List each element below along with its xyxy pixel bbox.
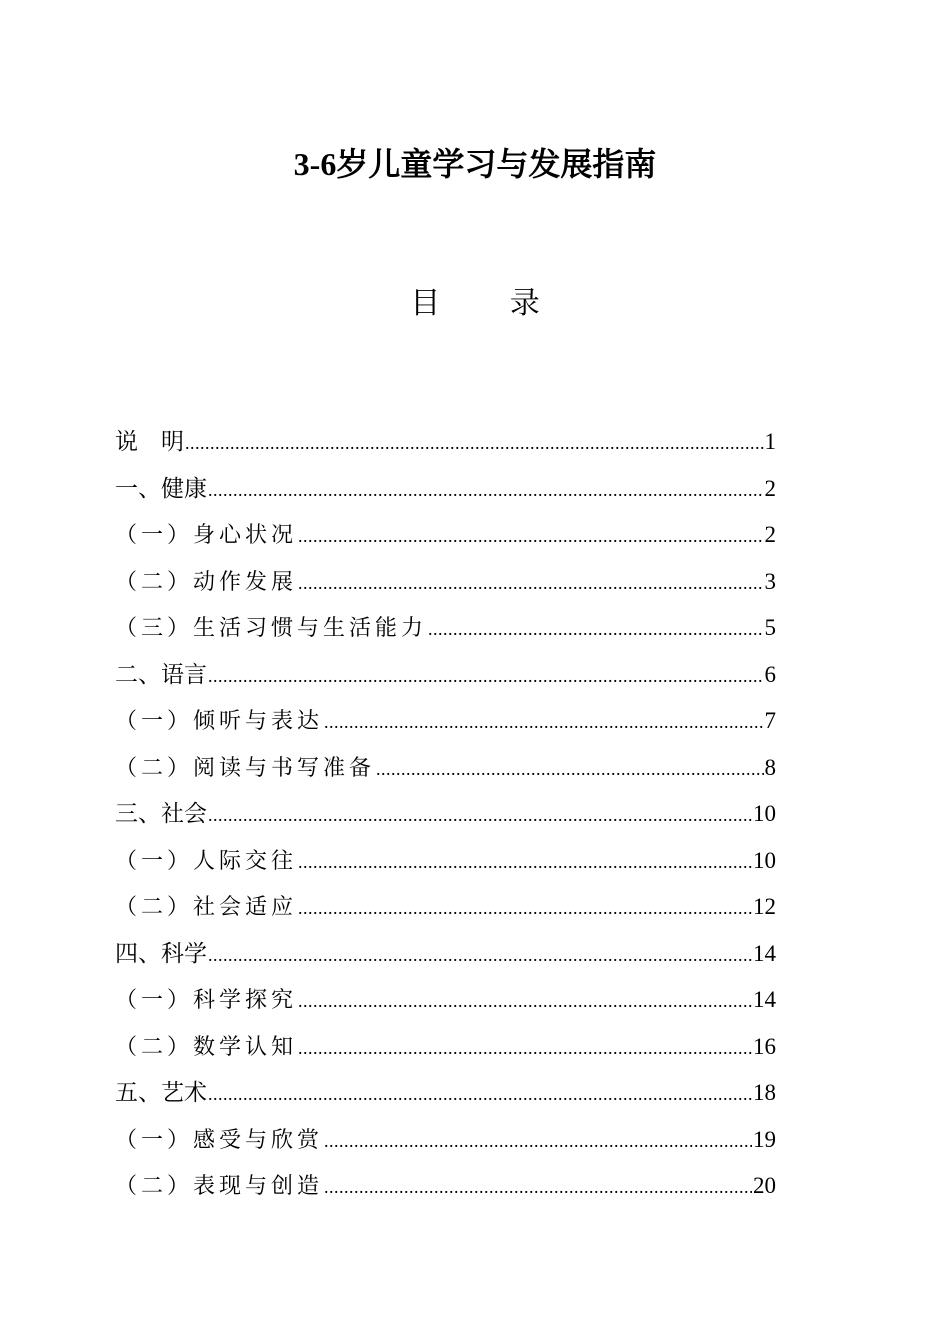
toc-entry-page: 18 <box>753 1080 776 1105</box>
toc-entry-label: （二）表现与创造 <box>115 1174 324 1199</box>
toc-entry-label: （一）身心状况 <box>115 523 298 548</box>
toc-entry-label: （一）倾听与表达 <box>115 709 324 734</box>
toc-entry[interactable] <box>115 884 776 931</box>
toc-dot-leader <box>208 932 752 978</box>
toc-entry-label: 二、语言 <box>115 661 207 688</box>
toc-entry-page: 19 <box>753 1126 776 1152</box>
toc-dot-leader <box>298 978 752 1024</box>
toc-entry-page: 3 <box>764 568 776 594</box>
toc-entry-label: 五、艺术 <box>115 1080 207 1106</box>
toc-entry[interactable] <box>115 559 776 606</box>
toc-entry-label: （二）阅读与书写准备 <box>115 755 376 781</box>
toc-entry[interactable] <box>115 652 776 699</box>
toc-entry[interactable] <box>115 791 776 838</box>
toc-entry[interactable] <box>115 698 776 745</box>
toc-entry-page: 12 <box>753 894 776 919</box>
toc-dot-leader <box>324 1164 752 1210</box>
toc-entry-label: 说 明 <box>115 429 184 455</box>
toc-dot-leader <box>208 792 752 838</box>
toc-dot-leader <box>208 653 764 699</box>
toc-entry-label: 三、社会 <box>115 801 207 827</box>
toc-entry[interactable] <box>115 466 776 513</box>
table-of-contents <box>115 419 776 1210</box>
toc-entry-page: 7 <box>764 708 776 733</box>
toc-heading: 目 录 <box>410 286 570 321</box>
toc-entry-page: 6 <box>764 661 776 687</box>
toc-entry-page: 16 <box>753 1033 776 1059</box>
toc-entry[interactable] <box>115 1024 776 1071</box>
toc-entry[interactable] <box>115 931 776 978</box>
toc-entry-label: （一）科学探究 <box>115 988 298 1013</box>
toc-entry[interactable] <box>115 1070 776 1117</box>
toc-entry[interactable] <box>115 1117 776 1164</box>
document-title: 3-6岁儿童学习与发展指南 <box>293 146 657 182</box>
toc-dot-leader <box>185 420 764 466</box>
toc-dot-leader <box>298 839 752 885</box>
toc-entry-label: （二）数学认知 <box>115 1034 298 1060</box>
toc-entry-page: 2 <box>764 522 776 547</box>
toc-dot-leader <box>298 560 763 606</box>
toc-entry-label: 一、健康 <box>115 475 207 502</box>
toc-dot-leader <box>208 1071 752 1117</box>
toc-entry[interactable] <box>115 605 776 652</box>
toc-entry[interactable] <box>115 1163 776 1210</box>
toc-entry-label: （三）生活习惯与生活能力 <box>115 616 428 641</box>
toc-entry-label: （二）动作发展 <box>115 569 298 595</box>
toc-entry-page: 10 <box>753 801 776 826</box>
toc-entry-page: 14 <box>753 940 776 966</box>
toc-entry-label: （一）感受与欣赏 <box>115 1127 324 1153</box>
toc-entry[interactable] <box>115 512 776 559</box>
toc-dot-leader <box>376 746 763 792</box>
toc-entry-label: （二）社会适应 <box>115 895 298 920</box>
toc-entry[interactable] <box>115 419 776 466</box>
toc-entry-label: 四、科学 <box>115 940 207 967</box>
toc-entry[interactable] <box>115 838 776 885</box>
toc-dot-leader <box>298 513 763 559</box>
toc-entry-page: 1 <box>764 429 776 454</box>
toc-entry-page: 14 <box>753 987 776 1012</box>
toc-entry-page: 5 <box>764 615 776 640</box>
toc-dot-leader <box>298 885 752 931</box>
toc-entry[interactable] <box>115 745 776 792</box>
toc-entry-page: 2 <box>764 475 776 501</box>
toc-dot-leader <box>324 699 763 745</box>
toc-dot-leader <box>324 1118 752 1164</box>
toc-entry[interactable] <box>115 977 776 1024</box>
toc-entry-page: 10 <box>753 847 776 873</box>
toc-entry-label: （一）人际交往 <box>115 848 298 874</box>
toc-dot-leader <box>208 467 764 513</box>
toc-entry-page: 8 <box>764 754 776 780</box>
toc-entry-page: 20 <box>753 1173 776 1198</box>
toc-dot-leader <box>298 1025 752 1071</box>
toc-dot-leader <box>428 606 763 652</box>
